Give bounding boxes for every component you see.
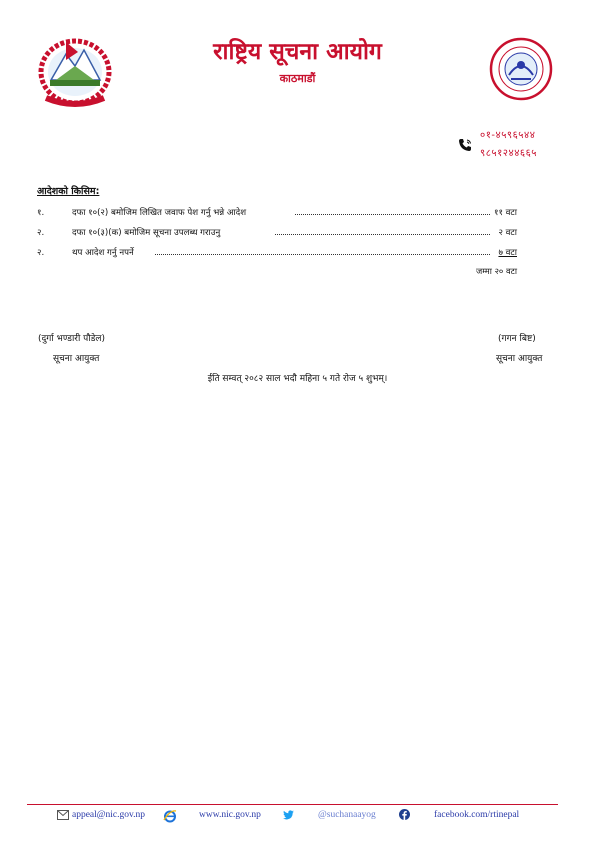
order-total: जम्मा २० वटा	[476, 266, 517, 276]
twitter-icon	[283, 810, 294, 820]
order-number: १.	[37, 208, 45, 218]
organization-title: राष्ट्रिय सूचना आयोग	[213, 38, 382, 65]
order-item	[37, 226, 517, 240]
order-count: ११ वटा	[493, 208, 517, 218]
footer-website-link[interactable]: www.nic.gov.np	[199, 810, 261, 820]
government-emblem	[36, 36, 114, 110]
organization-city: काठमाडौं	[279, 72, 316, 85]
phone-icon	[458, 138, 472, 152]
phone-number-mobile: ९८५१२४४६६५	[480, 148, 537, 159]
commission-logo	[489, 37, 553, 101]
order-count: ७ वटा	[498, 248, 517, 258]
order-text: दफा १०(२) बमोजिम लिखित जवाफ पेश गर्नु भन्ने आदेश	[72, 208, 247, 218]
dotted-leader	[295, 214, 490, 215]
facebook-icon	[399, 809, 410, 820]
mail-icon	[57, 810, 69, 820]
signatory-right-name: (गगन बिष्ट)	[498, 334, 536, 344]
section-heading: आदेशको किसिम:	[37, 186, 100, 197]
order-text: दफा १०(३)(क) बमोजिम सूचना उपलब्ध गराउनु	[72, 228, 221, 238]
signatory-left-name: (दुर्गा भण्डारी पौडेल)	[38, 334, 106, 344]
signatory-right-title: सूचना आयुक्त	[496, 354, 543, 364]
signatory-left-title: सूचना आयुक्त	[53, 354, 100, 364]
order-item	[37, 206, 517, 220]
footer-email-link[interactable]: appeal@nic.gov.np	[72, 810, 146, 820]
date-line: ईति सम्वत् २०८२ साल भदौ महिना ५ गते रोज ५ शुभम्।	[207, 374, 388, 384]
dotted-leader	[275, 234, 490, 235]
dotted-leader	[155, 254, 490, 255]
order-text: थप आदेश गर्नु नपर्ने	[72, 248, 134, 258]
footer-facebook-link[interactable]: facebook.com/rtinepal	[434, 810, 520, 820]
order-number: २.	[37, 228, 45, 238]
phone-number-landline: ०१-४५९६५४४	[480, 130, 536, 141]
order-item	[37, 246, 517, 260]
contact-phones	[458, 127, 556, 161]
internet-explorer-icon	[163, 809, 177, 823]
order-count: २ वटा	[498, 228, 517, 238]
footer-divider	[27, 804, 558, 805]
order-number: २.	[37, 248, 45, 258]
footer-twitter-link[interactable]: @suchanaayog	[318, 810, 376, 820]
